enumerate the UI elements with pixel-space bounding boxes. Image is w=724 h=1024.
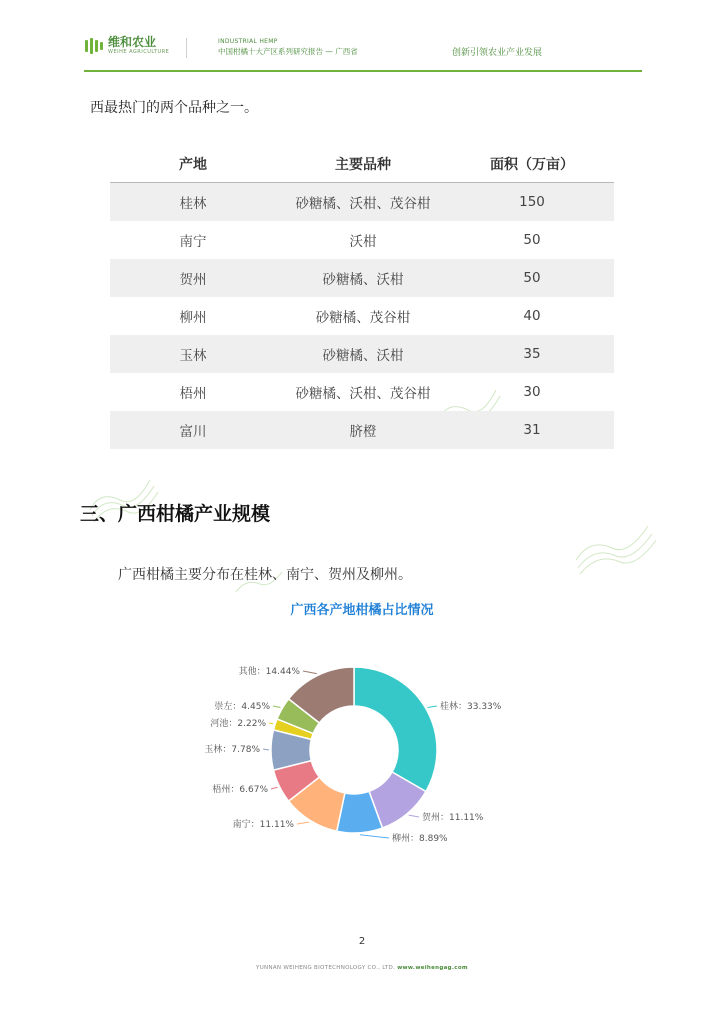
section-heading: 三、广西柑橘产业规模 (80, 503, 271, 525)
table-cell: 梧州 (179, 386, 207, 402)
leader-line (269, 723, 273, 724)
leader-line (428, 706, 437, 707)
table-cell: 35 (523, 346, 541, 362)
slice-label: 南宁：11.11% (232, 820, 294, 830)
table-cell: 富川 (179, 424, 207, 440)
table-cell: 桂林 (179, 196, 207, 212)
report-title: 中国柑橘十大产区系列研究报告 — 广西省 (218, 47, 358, 56)
table-cell: 砂糖橘、沃柑 (322, 272, 404, 288)
slice-label: 梧州：6.67% (212, 785, 268, 795)
table-cell: 柳州 (179, 310, 207, 326)
column-header: 主要品种 (335, 157, 391, 173)
donut-slice-桂林 (354, 667, 437, 791)
slice-label: 玉林：7.78% (204, 745, 260, 755)
slice-label: 河池：2.22% (210, 719, 266, 729)
page-number: 2 (358, 936, 366, 947)
body-paragraph: 广西柑橘主要分布在桂林、南宁、贺州及柳州。 (118, 567, 412, 583)
slice-label: 崇左：4.45% (214, 702, 270, 712)
column-header: 面积（万亩） (490, 157, 574, 173)
leader-line (271, 787, 278, 789)
leader-line (297, 822, 309, 824)
table-cell: 砂糖橘、沃柑、茂谷柑 (295, 386, 431, 402)
table-cell: 50 (523, 232, 541, 248)
table-cell: 30 (523, 384, 541, 400)
slice-label: 其他：14.44% (238, 667, 300, 677)
column-header: 产地 (179, 157, 207, 173)
table-cell: 150 (519, 194, 545, 210)
table-cell: 40 (523, 308, 541, 324)
slice-label: 桂林：33.33% (440, 702, 502, 712)
footer-company: YUNNAN WEIHENG BIOTECHNOLOGY CO., LTD. (256, 965, 396, 971)
page-footer (0, 965, 724, 971)
table-cell: 砂糖橘、沃柑 (322, 348, 404, 364)
table-cell: 玉林 (179, 348, 207, 364)
leader-line (273, 706, 280, 707)
slice-label: 柳州：8.89% (392, 834, 448, 844)
header-slogan: 创新引领农业产业发展 (452, 48, 543, 58)
table-cell: 南宁 (179, 234, 207, 250)
table-cell: 沃柑 (349, 234, 377, 250)
logo-chinese-name: 维和农业 (108, 35, 157, 49)
leader-line (263, 749, 269, 750)
leader-line (409, 815, 419, 817)
slice-label: 贺州：11.11% (422, 813, 484, 823)
table-cell: 砂糖橘、沃柑、茂谷柑 (295, 196, 431, 212)
table-cell: 砂糖橘、茂谷柑 (315, 310, 411, 326)
chart-title: 广西各产地柑橘占比情况 (290, 603, 434, 618)
footer-url[interactable]: www.weihengag.com (397, 965, 468, 971)
logo-english-name: WEIHE AGRICULTURE (108, 49, 170, 55)
leader-line (303, 671, 317, 674)
table-cell: 脐橙 (349, 424, 377, 440)
industry-label: INDUSTRIAL HEMP (218, 38, 278, 45)
leader-line (360, 835, 389, 838)
table-cell: 50 (523, 270, 541, 286)
intro-text: 西最热门的两个品种之一。 (90, 100, 258, 116)
table-cell: 贺州 (179, 272, 207, 288)
table-cell: 31 (523, 422, 541, 438)
